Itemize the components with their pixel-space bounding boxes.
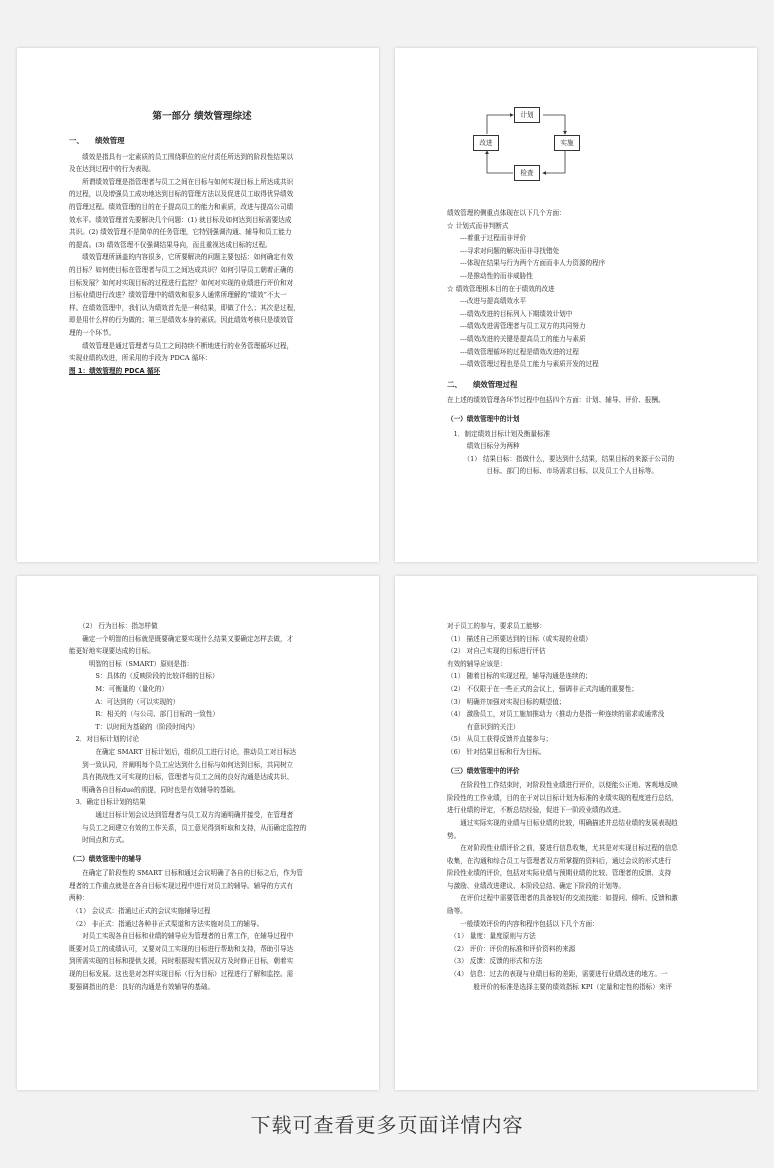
text-line: 理的一个环节。 [69, 328, 116, 337]
arrow-act-to-plan [487, 115, 513, 134]
cycle-box-act: 改进 [473, 135, 499, 151]
text-line: 与激励、业绩改进建议、本阶段总结、确定下阶段的计划等。 [447, 881, 626, 890]
text-line: 能更好地实现要达成的目标。 [69, 647, 155, 656]
text-line: 效水平。绩效管理首先要解决几个问题：(1) 就目标及如何达到目标需要达成 [69, 215, 292, 224]
subsection-heading: （二）绩效管理中的辅导 [69, 854, 142, 863]
text-line: 在确定 SMART 目标计划后，组织员工进行讨论，推动员工对目标达 [69, 747, 297, 756]
text-line: 共识。(2) 绩效管理不是简单的任务管理，它特别强调沟通、辅导和员工能力 [69, 228, 292, 237]
text-line: （3） 明确并加强对实现目标的期望值； [447, 697, 566, 706]
text-line: ☆ 绩效管理根本目的在于绩效的改进 [447, 284, 555, 293]
text-line: 要强调指出的是：良好的沟通是有效辅导的基础。 [69, 982, 215, 991]
text-line: 2．对目标计划的讨论 [69, 735, 140, 744]
text-line: 在对阶段性业绩评价之前，要进行信息收集，尤其是对实现目标过程的信息 [447, 844, 678, 853]
text-line: （2） 非正式：指通过各种非正式渠道和方法实施对员工的辅导。 [69, 919, 264, 928]
text-line: 有效的辅导应该是： [447, 659, 507, 668]
subsection-heading: （一）绩效管理中的计划 [447, 414, 520, 423]
text-line: ---着重于过程而非评价 [447, 234, 527, 243]
text-line: 目标发展？如何对实现目标的过程进行监控？如何对实现的业绩进行评价和对 [69, 278, 294, 287]
text-line: 3．确定目标计划的结果 [69, 798, 146, 807]
section-heading [447, 379, 713, 392]
body-text [447, 207, 713, 371]
section-title: 绩效管理过程 [473, 379, 518, 389]
download-more-banner[interactable]: 下载可查看更多页面详情内容 [250, 1113, 524, 1137]
text-line: 的提高。(3) 绩效管理不仅强调结果导向，而且重视达成目标的过程。 [69, 240, 272, 249]
text-line: （6） 针对结果目标和行为目标。 [447, 747, 546, 756]
text-line: 与员工之间建立有效的工作关系，员工意见得到听取和支持，从而确定监控的 [69, 823, 307, 832]
body-text [69, 867, 335, 993]
text-line: （4） 信息：过去的表现与业绩目标的差距，需要进行业绩改进的地方。一 [447, 970, 668, 979]
text-line: 势。 [447, 831, 461, 840]
text-line: 的目标？如何使目标在管理者与员工之间达成共识？如何引导员工朝着正确的 [69, 265, 294, 274]
text-line: 两种： [69, 894, 89, 903]
text-line: 励等。 [447, 907, 467, 916]
text-line: 阶段性的工作业绩，目的在于对以目标计划为标准的业绩实现的程度进行总结， [447, 793, 678, 802]
text-line: （1） 结果目标：指做什么，要达到什么结果，结果目标的来源于公司的 [447, 454, 675, 463]
text-line: 到所需实现的目标和提供支援，同时根据现实情况双方及时修正目标，朝着实 [69, 957, 294, 966]
page-title: 第一部分 绩效管理综述 [152, 111, 252, 122]
text-line: 收集，在沟通和综合员工与管理者双方所掌握的资料后，通过会议的形式进行 [447, 856, 672, 865]
text-line: 具有挑战性又可实现的目标，管理者与员工之间的良好沟通是达成共识、 [69, 773, 294, 782]
text-line: 在评价过程中需要管理者的具备较好的交流技能：如提问、倾听、反馈和激 [447, 894, 678, 903]
text-line: 通过目标计划会议达到管理者与员工双方沟通明确并接受，在管理者 [69, 810, 294, 819]
text-line: 既要对员工的成绩认可，又要对员工实现的目标进行帮助和支持，帮助引导达 [69, 944, 294, 953]
text-line: 在上述的绩效管理各环节过程中包括四个方面：计划、辅导、评价、报酬。 [447, 396, 665, 405]
text-line: 目标业绩进行改进？绩效管理中的绩效和很多人通常所理解的“绩效”不太一 [69, 291, 287, 300]
text-line: ---体现在结果与行为两个方面而非人力资源的程序 [447, 259, 606, 268]
cycle-box-plan: 计划 [514, 107, 540, 123]
text-line: M：可衡量的（量化的） [69, 684, 169, 693]
text-line: 一般绩效评价的内容和程序包括以下几个方面： [447, 919, 599, 928]
text-line: 的管理过程。绩效管理的目的在于提高员工的能力和素质，改进与提高公司绩 [69, 202, 294, 211]
text-line: （2） 对自己实现的目标进行评估 [447, 647, 546, 656]
text-line: 实现业绩的改进，所采用的手段为 PDCA 循环： [69, 354, 212, 363]
body-text [447, 394, 713, 407]
text-line: 有意识到的关注） [447, 722, 520, 731]
text-line: 所谓绩效管理是指管理者与员工之间在目标与如何实现目标上所达成共识 [69, 177, 294, 186]
text-line: R：相关的（与公司、部门目标的一致性） [69, 710, 220, 719]
text-line: 在确定了阶段性的 SMART 目标和通过会议明确了各自的目标之后，作为管 [69, 869, 303, 878]
text-line: 时间点和方式。 [69, 836, 129, 845]
section-number: 一、 [69, 136, 84, 145]
text-line: ---绩效管理过程也是员工能力与素质开发的过程 [447, 360, 599, 369]
text-line: T：以时间为基础的（阶段时间内） [69, 722, 199, 731]
figure-caption: 图 1：绩效管理的 PDCA 循环 [69, 366, 161, 375]
body-text [69, 620, 335, 847]
text-line: 绩效是指具有一定素质的员工围绕职位的应付责任所达到的阶段性结果以 [69, 152, 294, 161]
text-line: （2） 评价：评价的标准和评价资料的来源 [447, 944, 576, 953]
text-line: 理者的工作重点就是在各自目标实现过程中进行对员工的辅导。辅导的方式有 [69, 881, 294, 890]
text-line: 及在达到过程中的行为表现。 [69, 165, 155, 174]
document-page-1 [17, 48, 379, 562]
arrow-plan-to-do [543, 115, 565, 134]
text-line: 确定一个明智的目标就是既要确定要实现什么结果又要确定怎样去做，才 [69, 634, 294, 643]
text-line: ---绩效管理循环的过程是绩效改进的过程 [447, 347, 579, 356]
arrow-do-to-check [543, 151, 565, 173]
arrow-check-to-act [487, 151, 513, 173]
text-line: 在阶段性工作结束时，对阶段性业绩进行评价，以便能公正地、客观地反映 [447, 781, 678, 790]
text-line: 1．制定绩效目标计划及衡量标准 [447, 429, 551, 438]
text-line: 通过实际实现的业绩与目标业绩的比较，明确描述并总结业绩的发展表现趋 [447, 818, 678, 827]
text-line: 绩效管理的侧重点体现在以下几个方面： [447, 209, 566, 217]
text-line: ---绩效改进的关键是提高员工的能力与素质 [447, 334, 586, 343]
cycle-box-do: 实施 [554, 135, 580, 151]
text-line: 即是用什么样的行为做的；第三是绩效本身的素质。因此绩效考核只是绩效管 [69, 316, 294, 325]
text-line: （2） 行为目标：指怎样做 [69, 622, 158, 630]
text-line: ---是推动性的而非威胁性 [447, 271, 533, 280]
text-line: 绩效目标分为两种 [447, 442, 520, 451]
text-line: （1） 随着目标的实现过程，辅导沟通是连续的； [447, 672, 592, 681]
document-page-4 [395, 576, 757, 1090]
text-line: （5） 从员工获得反馈并直接参与； [447, 735, 553, 744]
text-line: 对员工实现各自目标和业绩的辅导应为管理者的日常工作，在辅导过程中 [69, 932, 294, 941]
text-line: S：具体的（反映阶段的比较详细的目标） [69, 672, 219, 681]
text-line: 对于员工的参与，要求员工能够： [447, 622, 546, 630]
text-line: 般评价的标准是选择主要的绩效指标 KPI（定量和定性的指标）来评 [447, 982, 673, 991]
section-number: 二、 [447, 379, 462, 389]
subsection-heading: （三）绩效管理中的评价 [447, 766, 520, 775]
text-line: 样。在绩效管理中，我们认为绩效首先是一种结果，即做了什么；其次是过程， [69, 303, 300, 312]
section-heading [69, 135, 335, 148]
text-line: 的过程，以及增强员工成功地达到目标的管理方法以及促进员工取得优异绩效 [69, 190, 294, 199]
text-line: （4） 激励员工，对员工施加推动力（推动力是指一种连续的需求或通常没 [447, 710, 665, 719]
body-text [69, 151, 335, 365]
text-line: ---绩效改进需管理者与员工双方的共同努力 [447, 322, 586, 331]
document-page-3 [17, 576, 379, 1090]
text-line: 绩效管理所涵盖的内容很多，它所要解决的问题主要包括：如何确定有效 [69, 253, 294, 262]
text-line: ---寻求对问题的解决而非寻找错处 [447, 246, 560, 255]
text-line: A：可达到的（可以实现的） [69, 697, 180, 706]
text-line: ☆ 计划式而非判断式 [447, 221, 509, 230]
body-text [447, 428, 713, 478]
body-text [447, 779, 713, 993]
text-line: （3） 反馈：反馈的形式和方法 [447, 957, 543, 966]
text-line: 到一致认同，并阐明每个员工应达到什么目标与如何达到目标，共同树立 [69, 760, 294, 769]
body-text [447, 620, 713, 759]
text-line: 现的目标发展。这也是对怎样实现目标（行为目标）过程进行了解和监控。需 [69, 970, 294, 979]
text-line: 绩效管理是通过管理者与员工之间持续不断地进行的业务管理循环过程， [69, 341, 294, 350]
section-title: 绩效管理 [95, 136, 125, 145]
text-line: （1） 量度：量度原则与方法 [447, 932, 536, 941]
text-line: 进行业绩的评定，不断总结经验，促进下一阶段业绩的改进。 [447, 806, 626, 815]
text-line: 阶段性业绩的评价，包括对实际业绩与预期业绩的比较、管理者的反馈、支持 [447, 869, 672, 878]
cycle-box-check: 检查 [514, 165, 540, 181]
text-line: 目标、部门的目标、市场需求目标、以及员工个人目标等。 [447, 467, 658, 476]
pdca-cycle-diagram [469, 104, 587, 188]
text-line: ---改进与提高绩效水平 [447, 297, 527, 306]
text-line: 明确各自目标due的前提，同时也是有效辅导的基础。 [69, 785, 240, 794]
text-line: （1） 会议式：指通过正式的会议实施辅导过程 [69, 907, 211, 916]
text-line: ---绩效改进的目标列入下期绩效计划中 [447, 309, 573, 318]
text-line: 明智的目标（SMART）原则是指： [69, 659, 194, 668]
text-line: （2） 不仅限于在一些正式的会议上，强调非正式沟通的重要性； [447, 684, 638, 693]
text-line: （1） 描述自己所要达到的目标（或实现的业绩） [447, 634, 592, 643]
document-page-2 [395, 48, 757, 562]
